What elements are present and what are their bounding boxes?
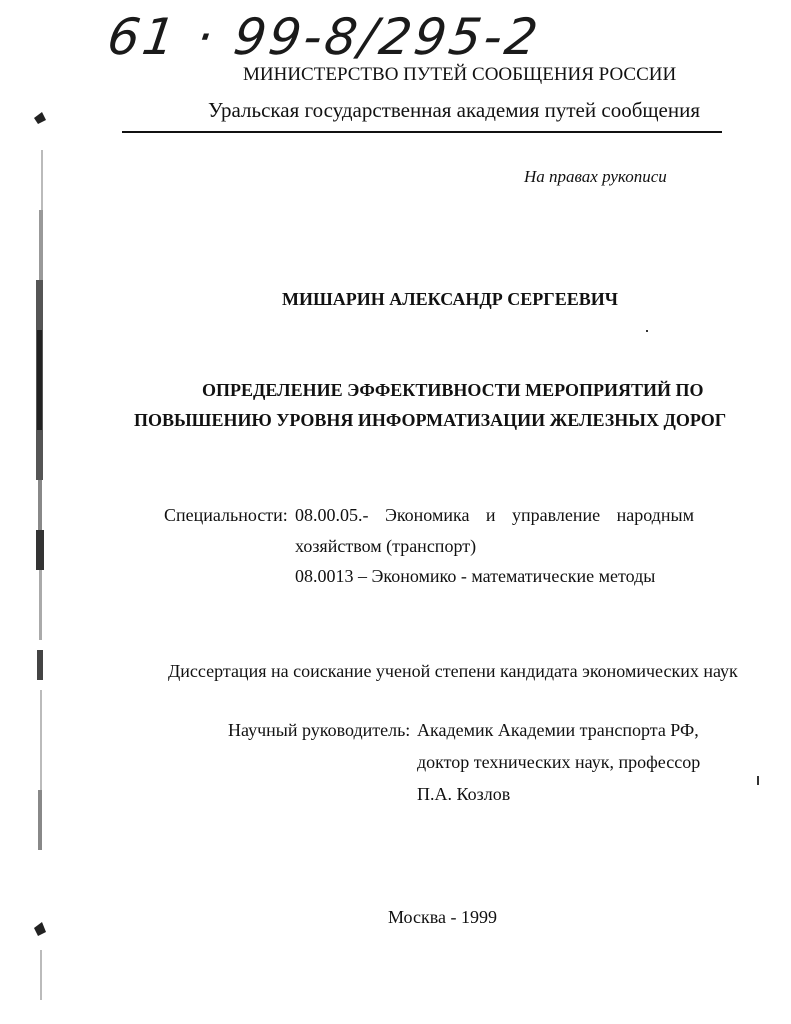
specialty-1 — [295, 505, 694, 526]
specialty-1-continuation: хозяйством (транспорт) — [295, 536, 477, 556]
dissertation-statement: Диссертация на соискание ученой степени кандидата экономических наук — [168, 661, 738, 681]
specialty-2: 08.0013 – Экономико - математические методы — [295, 566, 656, 586]
specialty-1-word: управление — [512, 505, 601, 525]
supervisor-name: П.А. Козлов — [417, 784, 511, 804]
specialty-1-word: народным — [616, 505, 694, 525]
supervisor-degree: доктор технических наук, профессор — [417, 752, 701, 772]
handwritten-archive-number: 61 · 99-8/295-2 — [103, 8, 544, 66]
scan-binding-marks — [28, 90, 50, 1010]
city-year: Москва - 1999 — [388, 907, 497, 927]
author-name: МИШАРИН АЛЕКСАНДР СЕРГЕЕВИЧ — [282, 289, 618, 309]
thesis-title-line-1: ОПРЕДЕЛЕНИЕ ЭФФЕКТИВНОСТИ МЕРОПРИЯТИЙ ПО — [202, 380, 704, 400]
academy-name: Уральская государственная академия путей сообщения — [208, 98, 701, 122]
rights-note: На правах рукописи — [524, 167, 667, 186]
specialty-1-word: и — [485, 505, 496, 525]
specialties-label: Специальности: — [164, 505, 288, 525]
scan-speck — [646, 330, 648, 332]
header-divider — [122, 131, 722, 133]
ministry-name: МИНИСТЕРСТВО ПУТЕЙ СООБЩЕНИЯ РОССИИ — [243, 64, 677, 85]
specialty-1-word: Экономика — [384, 505, 470, 525]
scan-speck — [757, 776, 759, 785]
specialty-1-code: 08.00.05.- — [295, 505, 369, 525]
supervisor-title: Академик Академии транспорта РФ, — [417, 720, 699, 740]
thesis-title-line-2: ПОВЫШЕНИЮ УРОВНЯ ИНФОРМАТИЗАЦИИ ЖЕЛЕЗНЫХ ДОРОГ — [134, 410, 727, 430]
supervisor-label: Научный руководитель: — [228, 720, 411, 740]
